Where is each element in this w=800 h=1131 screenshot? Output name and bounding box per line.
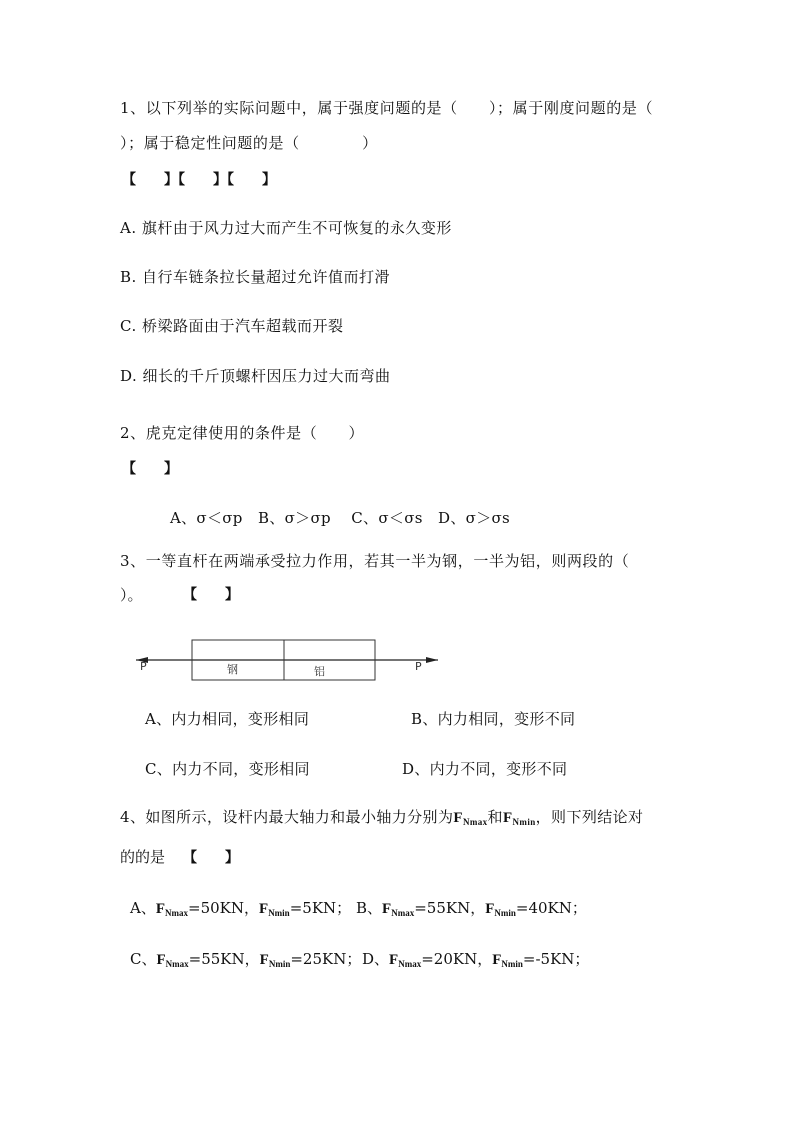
left-force-label: P	[140, 660, 147, 673]
q1-line1: 1、以下列举的实际问题中，属于强度问题的是（ ）；属于刚度问题的是（	[120, 99, 654, 117]
bar-diagram	[134, 635, 444, 685]
q3-line1: 3、一等直杆在两端承受拉力作用，若其一半为钢，一半为铝，则两段的（	[120, 552, 630, 570]
aluminum-label: 铝	[314, 665, 325, 678]
q2-answer-bracket: 【 】	[122, 461, 178, 477]
q3-answer-bracket: 【 】	[183, 587, 239, 603]
q4-line1	[120, 807, 643, 832]
q4-suffix: ，则下列结论对	[535, 808, 644, 826]
fnmax-symbol: $F_{Nmax}$	[453, 810, 488, 827]
q4-option-a: A、$F_{Nmax}=50KN$，$F_{Nmin}=5KN$；	[130, 899, 352, 918]
fnmin-symbol: $F_{Nmin}$	[502, 810, 536, 827]
right-arrow-icon	[426, 657, 438, 663]
q3-line2: ）。	[120, 586, 143, 604]
q3-option-a: A、内力相同，变形相同	[145, 710, 310, 728]
q4-option-d: D、$F_{Nmax}=20KN$，$F_{Nmin}=-5KN$；	[362, 950, 590, 969]
q3-option-c: C、内力不同，变形相同	[145, 760, 310, 778]
q3-option-b: B、内力相同，变形不同	[411, 710, 576, 728]
q1-option-d: D. 细长的千斤顶螺杆因压力过大而弯曲	[120, 367, 391, 385]
q4-prefix: 4、如图所示，设杆内最大轴力和最小轴力分别为	[120, 808, 454, 826]
q3-option-d: D、内力不同，变形不同	[402, 760, 568, 778]
q1-option-b: B. 自行车链条拉长量超过允许值而打滑	[120, 268, 391, 286]
q1-answer-brackets: 【 】【 】【 】	[122, 172, 276, 188]
q4-and: 和	[487, 808, 503, 826]
steel-label: 钢	[227, 663, 238, 676]
q2-options: A、σ＜σp B、σ＞σp C、σ＜σs D、σ＞σs	[170, 509, 511, 527]
q1-line2: ）；属于稳定性问题的是（ ）	[120, 134, 378, 152]
q1-option-a: A. 旗杆由于风力过大而产生不可恢复的永久变形	[120, 219, 452, 237]
q4-option-b: B、$F_{Nmax}=55KN$，$F_{Nmin}=40KN$；	[356, 899, 587, 918]
q2-line1: 2、虎克定律使用的条件是（ ）	[120, 424, 365, 442]
q4-line2: 的的是	[120, 848, 166, 866]
q4-answer-bracket: 【 】	[183, 850, 239, 866]
right-force-label: P	[415, 660, 422, 673]
q1-option-c: C. 桥梁路面由于汽车超载而开裂	[120, 317, 344, 335]
q4-option-c: C、$F_{Nmax}=55KN$，$F_{Nmin}=25KN$；	[130, 950, 362, 969]
